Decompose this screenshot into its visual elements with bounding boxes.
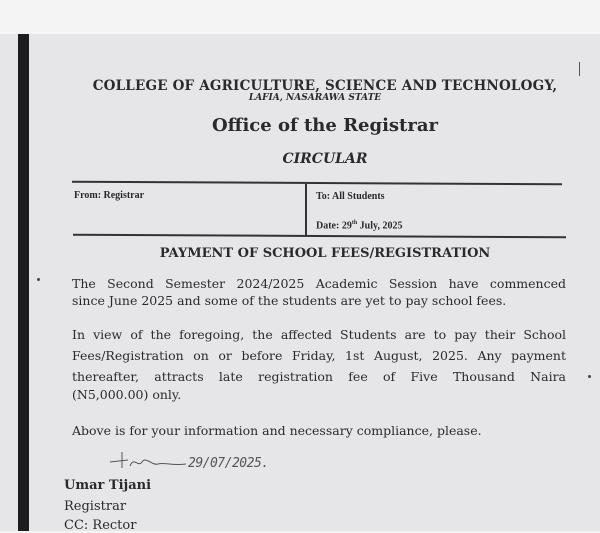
para2-line: thereafter, attracts late registration fee of Five Thousand Naira — [72, 369, 566, 384]
date-suffix: th — [351, 220, 358, 226]
para1-line: since June 2025 and some of the students are yet to pay school fees. — [72, 293, 507, 308]
office-title: Office of the Registrar — [211, 115, 439, 136]
document-type: CIRCULAR — [282, 151, 368, 167]
institution-name: COLLEGE OF AGRICULTURE, SCIENCE AND TECHNOLOGY, — [92, 78, 558, 94]
signature-scribble — [108, 448, 188, 472]
speck — [588, 375, 591, 378]
circular-title: PAYMENT OF SCHOOL FEES/REGISTRATION — [159, 246, 491, 261]
date-label: Date: — [316, 220, 342, 232]
binder-edge — [18, 34, 29, 531]
closing-line: Above is for your information and necessary compliance, please. — [72, 423, 482, 438]
para2-line: Fees/Registration on or before Friday, 1st August, 2025. Any payment — [72, 348, 566, 363]
page-mark — [579, 62, 581, 76]
signatory-title: Registrar — [64, 499, 127, 514]
para2-line: (N5,000.00) only. — [72, 387, 182, 402]
signature-date: 29/07/2025. — [188, 456, 269, 471]
institution-location: LAFIA, NASARAWA STATE — [248, 93, 382, 103]
memo-date — [316, 220, 402, 231]
speck — [37, 278, 40, 281]
date-rest: July, 2025 — [357, 220, 403, 232]
para1-line: The Second Semester 2024/2025 Academic Session have commenced — [72, 276, 566, 291]
memo-divider — [305, 184, 307, 236]
memo-from: From: Registrar — [74, 190, 145, 201]
signatory-name: Umar Tijani — [64, 478, 152, 493]
date-day: 29 — [341, 220, 352, 232]
memo-to: To: All Students — [316, 191, 385, 202]
cc-line: CC: Rector — [64, 518, 137, 533]
para2-line: In view of the foregoing, the affected Students are to pay their School — [72, 327, 566, 342]
